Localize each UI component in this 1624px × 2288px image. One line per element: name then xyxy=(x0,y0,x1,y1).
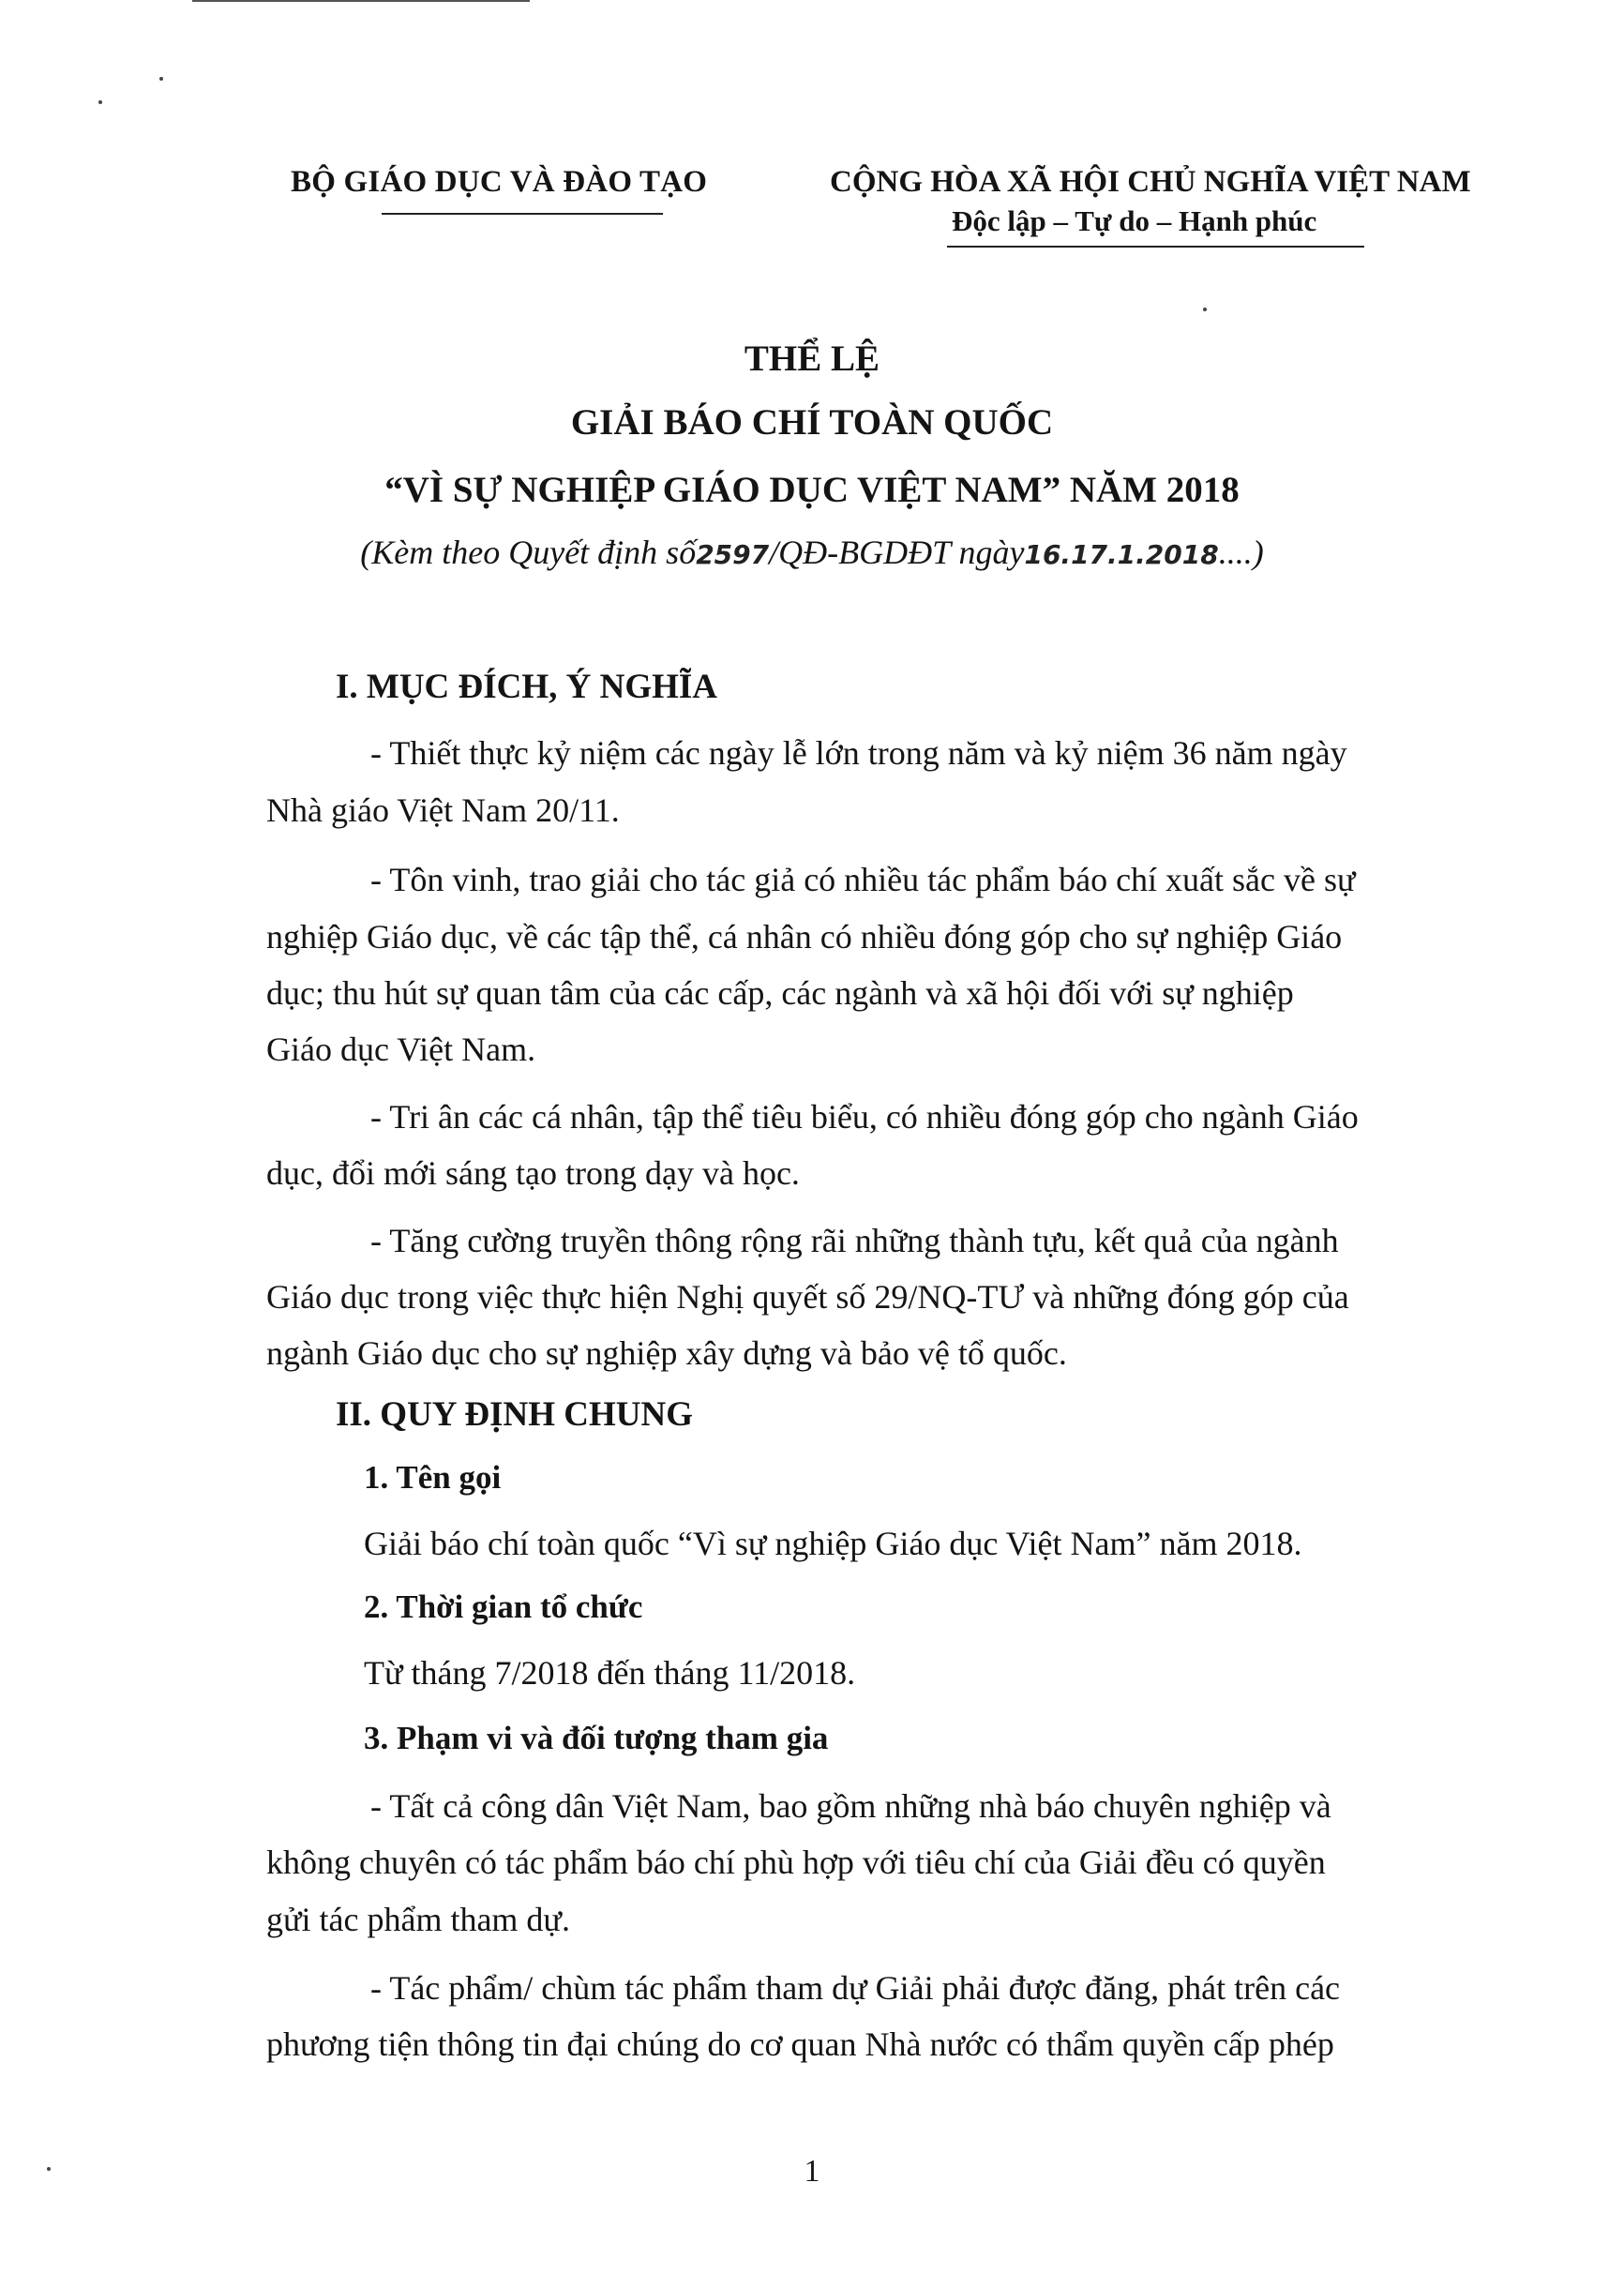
award-name: GIẢI BÁO CHÍ TOÀN QUỐC xyxy=(570,402,1054,443)
paragraph-line: gửi tác phẩm tham dự. xyxy=(266,1901,570,1938)
page-number: 1 xyxy=(804,2154,820,2189)
paragraph-line: Nhà giáo Việt Nam 20/11. xyxy=(266,791,620,829)
country-name: CỘNG HÒA XÃ HỘI CHỦ NGHĨA VIỆT NAM xyxy=(830,165,1471,199)
attachment-prefix: (Kèm theo Quyết định số xyxy=(360,534,697,571)
subsection-heading-time: 2. Thời gian tổ chức xyxy=(364,1588,643,1625)
national-motto: Độc lập – Tự do – Hạnh phúc xyxy=(952,204,1317,237)
paragraph-line: dục, đổi mới sáng tạo trong dạy và học. xyxy=(266,1154,800,1192)
scan-speck xyxy=(1203,308,1207,311)
paragraph-line: - Tri ân các cá nhân, tập thể tiêu biểu, có nhiều đóng góp cho ngành Giáo xyxy=(370,1098,1359,1136)
section-heading-purpose: I. MỤC ĐÍCH, Ý NGHĨA xyxy=(336,668,717,706)
award-subtitle: “VÌ SỰ NGHIỆP GIÁO DỤC VIỆT NAM” NĂM 2018 xyxy=(384,470,1240,510)
paragraph-line: Giáo dục Việt Nam. xyxy=(266,1031,536,1068)
attachment-note xyxy=(0,533,1624,572)
ministry-name: BỘ GIÁO DỤC VÀ ĐÀO TẠO xyxy=(291,165,708,199)
paragraph-line: Giáo dục trong việc thực hiện Nghị quyết số 29/NQ-TƯ và những đóng góp của xyxy=(266,1278,1349,1316)
paragraph-line: dục; thu hút sự quan tâm của các cấp, các ngành và xã hội đối với sự nghiệp xyxy=(266,974,1294,1012)
motto-underline xyxy=(947,246,1364,248)
subsection-heading-name: 1. Tên gọi xyxy=(364,1459,502,1496)
document-title: THỂ LỆ xyxy=(744,339,880,379)
ministry-underline xyxy=(382,213,663,215)
paragraph-line: - Tôn vinh, trao giải cho tác giả có nhiều tác phẩm báo chí xuất sắc về sự xyxy=(370,861,1356,898)
paragraph-line: ngành Giáo dục cho sự nghiệp xây dựng và bảo vệ tổ quốc. xyxy=(266,1334,1067,1372)
subsection-heading-scope: 3. Phạm vi và đối tượng tham gia xyxy=(364,1720,829,1756)
scan-speck xyxy=(159,77,163,81)
attachment-suffix: ....) xyxy=(1218,534,1264,571)
paragraph-line: Từ tháng 7/2018 đến tháng 11/2018. xyxy=(364,1654,856,1692)
handwritten-decision-number: 2597 xyxy=(696,539,770,570)
attachment-middle: /QĐ-BGDĐT ngày xyxy=(769,534,1025,571)
scan-speck xyxy=(98,100,102,104)
paragraph-line: phương tiện thông tin đại chúng do cơ quan Nhà nước có thẩm quyền cấp phép xyxy=(266,2025,1334,2063)
scan-edge-mark xyxy=(192,0,530,2)
paragraph-line: - Tác phẩm/ chùm tác phẩm tham dự Giải phải được đăng, phát trên các xyxy=(370,1969,1341,2007)
paragraph-line: Giải báo chí toàn quốc “Vì sự nghiệp Giáo dục Việt Nam” năm 2018. xyxy=(364,1525,1302,1562)
paragraph-line: - Tăng cường truyền thông rộng rãi những thành tựu, kết quả của ngành xyxy=(370,1222,1339,1259)
section-heading-general: II. QUY ĐỊNH CHUNG xyxy=(336,1395,693,1434)
handwritten-decision-date: 16.17.1.2018 xyxy=(1024,539,1219,570)
paragraph-line: - Thiết thực kỷ niệm các ngày lễ lớn trong năm và kỷ niệm 36 năm ngày xyxy=(370,734,1347,772)
paragraph-line: nghiệp Giáo dục, về các tập thể, cá nhân có nhiều đóng góp cho sự nghiệp Giáo xyxy=(266,918,1343,956)
paragraph-line: không chuyên có tác phẩm báo chí phù hợp với tiêu chí của Giải đều có quyền xyxy=(266,1844,1326,1881)
paragraph-line: - Tất cả công dân Việt Nam, bao gồm những nhà báo chuyên nghiệp và xyxy=(370,1787,1331,1825)
